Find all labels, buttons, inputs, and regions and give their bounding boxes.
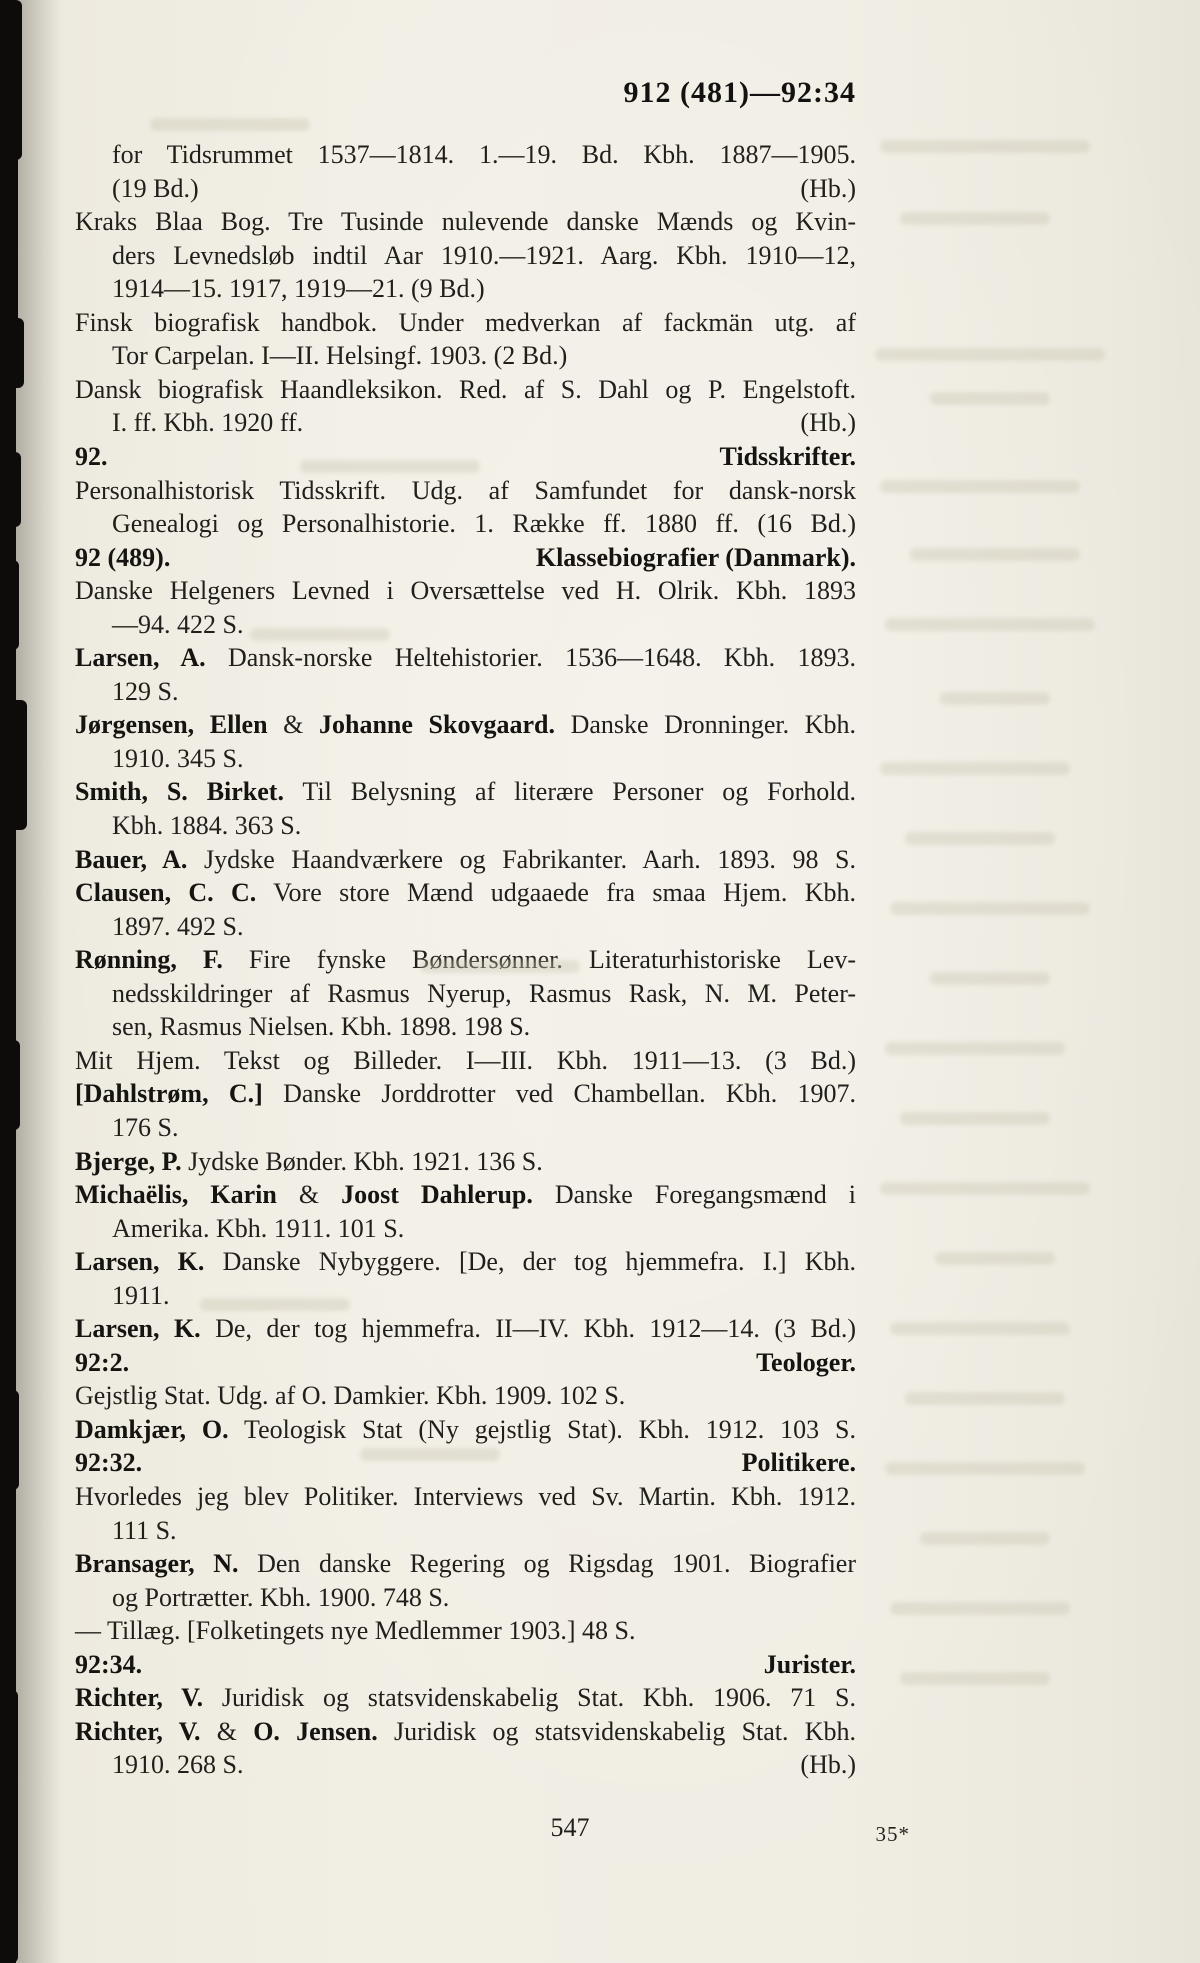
text-line — [75, 1549, 856, 1579]
entry-text: Jørgensen, Ellen & Johanne Skovgaard. Danske Dronninger. Kbh. — [75, 710, 856, 739]
text-line — [112, 744, 856, 774]
entry-text: Bransager, N. Den danske Regering og Rigsdag 1901. Biografier — [75, 1549, 856, 1578]
entry-text: Michaëlis, Karin & Joost Dahlerup. Danske Foregangsmænd i — [75, 1180, 856, 1209]
entry-text: 92. — [75, 442, 108, 471]
binding-note: (Hb.) — [800, 408, 856, 437]
entry-text: —94. 422 S. — [112, 610, 244, 639]
entry-text: Richter, V. & O. Jensen. Juridisk og statsvidenskabelig Stat. Kbh. — [75, 1717, 857, 1746]
bleed-through-artifact — [880, 480, 1080, 493]
entry-text: Damkjær, O. Teologisk Stat (Ny gejstlig Stat). Kbh. 1912. 103 S. — [75, 1415, 856, 1444]
text-line — [75, 878, 856, 908]
bleed-through-artifact — [940, 692, 1050, 705]
text-line — [112, 1214, 856, 1244]
text-line — [75, 543, 856, 573]
entry-text: Clausen, C. C. Vore store Mænd udgaaede fra smaa Hjem. Kbh. — [75, 878, 856, 907]
text-line — [112, 1113, 856, 1143]
text-line — [75, 1180, 856, 1210]
bleed-through-artifact — [910, 548, 1080, 561]
scan-gutter-edge — [0, 560, 19, 650]
bleed-through-artifact — [900, 212, 1050, 225]
scan-gutter-edge — [0, 86, 20, 156]
entry-text: 1910. 268 S. — [112, 1750, 244, 1779]
text-line — [112, 408, 856, 438]
bleed-through-artifact — [885, 618, 1095, 631]
bleed-through-artifact — [300, 460, 480, 473]
bleed-through-artifact — [900, 1672, 1050, 1685]
bleed-through-artifact — [150, 118, 310, 131]
text-line — [75, 1482, 856, 1512]
text-line — [75, 845, 856, 875]
bleed-through-artifact — [920, 1532, 1050, 1545]
entry-text: Amerika. Kbh. 1911. 101 S. — [112, 1214, 405, 1243]
scan-gutter-edge — [0, 452, 21, 527]
bleed-through-artifact — [930, 972, 1050, 985]
entry-text: [Dahlstrøm, C.] Danske Jorddrotter ved Chambellan. Kbh. 1907. — [75, 1079, 856, 1108]
bleed-through-artifact — [420, 960, 580, 973]
bleed-through-artifact — [880, 140, 1090, 153]
text-line — [75, 1415, 856, 1445]
section-label: Politikere. — [741, 1448, 856, 1477]
entry-text: 1910. 345 S. — [112, 744, 244, 773]
bleed-through-artifact — [885, 1042, 1065, 1055]
bleed-through-artifact — [885, 1462, 1085, 1475]
bleed-through-artifact — [930, 392, 1050, 405]
entry-text: Larsen, K. Danske Nybyggere. [De, der tog hjemmefra. I.] Kbh. — [75, 1247, 856, 1276]
scan-gutter-shadow — [16, 0, 62, 1963]
entry-text: (19 Bd.) — [112, 174, 199, 203]
binding-note: (Hb.) — [800, 1750, 856, 1779]
entry-text: Larsen, K. De, der tog hjemmefra. II—IV. Kbh. 1912—14. (3 Bd.) — [75, 1314, 856, 1343]
text-line — [112, 1750, 856, 1780]
bleed-through-artifact — [360, 1448, 500, 1461]
entry-text: I. ff. Kbh. 1920 ff. — [112, 408, 304, 437]
entry-text: Danske Helgeners Levned i Oversættelse ved H. Olrik. Kbh. 1893 — [75, 576, 856, 605]
entry-text: Bjerge, P. Jydske Bønder. Kbh. 1921. 136 S. — [75, 1147, 543, 1176]
text-line — [75, 1247, 856, 1277]
text-line — [75, 1683, 856, 1713]
entry-text: sen, Rasmus Nielsen. Kbh. 1898. 198 S. — [112, 1012, 531, 1041]
text-line — [112, 677, 856, 707]
text-line — [112, 610, 856, 640]
text-line — [75, 1046, 856, 1076]
bleed-through-artifact — [880, 1182, 1090, 1195]
scan-gutter-edge — [0, 1390, 19, 1490]
text-line — [112, 274, 856, 304]
entry-text: Larsen, A. Dansk-norske Heltehistorier. 1536—1648. Kbh. 1893. — [75, 643, 856, 672]
binding-note: (Hb.) — [800, 174, 856, 203]
text-line — [75, 1717, 856, 1747]
entry-text: 92 (489). — [75, 543, 171, 572]
text-line — [75, 1616, 856, 1646]
entry-text: Genealogi og Personalhistorie. 1. Række ff. 1880 ff. (16 Bd.) — [112, 509, 856, 538]
bleed-through-artifact — [935, 1252, 1055, 1265]
entry-text: Rønning, F. Fire fynske Bøndersønner. Literaturhistoriske Lev- — [75, 945, 856, 974]
entry-text: Gejstlig Stat. Udg. af O. Damkier. Kbh. 1909. 102 S. — [75, 1381, 626, 1410]
bleed-through-artifact — [890, 1322, 1070, 1335]
bleed-through-artifact — [875, 348, 1105, 361]
entry-text: og Portrætter. Kbh. 1900. 748 S. — [112, 1583, 450, 1612]
text-line — [112, 140, 856, 170]
text-line — [112, 341, 856, 371]
section-label: Teologer. — [756, 1348, 856, 1377]
text-line — [112, 811, 856, 841]
signature-mark: 35* — [875, 1822, 910, 1846]
entry-text: Hvorledes jeg blev Politiker. Interviews ved Sv. Martin. Kbh. 1912. — [75, 1482, 856, 1511]
entry-text: 176 S. — [112, 1113, 179, 1142]
text-line — [75, 1079, 856, 1109]
section-label: Jurister. — [763, 1650, 856, 1679]
page-number: 547 — [550, 1813, 590, 1842]
text-line — [112, 979, 856, 1009]
section-label: Klassebiografier (Danmark). — [535, 543, 856, 572]
entry-text: 1911. — [112, 1281, 170, 1310]
text-line — [75, 207, 856, 237]
text-line — [75, 576, 856, 606]
text-line — [75, 1314, 856, 1344]
scan-gutter-edge — [0, 1040, 20, 1130]
text-line — [112, 1583, 856, 1613]
entry-text: 1914—15. 1917, 1919—21. (9 Bd.) — [112, 274, 485, 303]
entry-text: Bauer, A. Jydske Haandværkere og Fabrikanter. Aarh. 1893. 98 S. — [75, 845, 856, 874]
entry-text: Personalhistorisk Tidsskrift. Udg. af Samfundet for dansk-norsk — [75, 476, 856, 505]
text-line — [112, 241, 856, 271]
entry-text: Kraks Blaa Bog. Tre Tusinde nulevende danske Mænds og Kvin- — [75, 207, 856, 236]
scan-gutter-edge — [0, 700, 27, 830]
entry-text: ders Levnedsløb indtil Aar 1910.—1921. Aarg. Kbh. 1910—12, — [112, 241, 856, 270]
entry-text: 92:32. — [75, 1448, 143, 1477]
text-line — [75, 308, 856, 338]
bleed-through-artifact — [900, 1112, 1050, 1125]
entry-text: Finsk biografisk handbok. Under medverkan af fackmän utg. af — [75, 308, 856, 337]
text-line — [75, 1348, 856, 1378]
text-line — [75, 1381, 856, 1411]
entry-text: 111 S. — [112, 1516, 177, 1545]
entry-text: for Tidsrummet 1537—1814. 1.—19. Bd. Kbh. 1887—1905. — [112, 140, 856, 169]
text-line — [112, 912, 856, 942]
scan-gutter-edge — [0, 1690, 18, 1963]
entry-text: Dansk biografisk Haandleksikon. Red. af S. Dahl og P. Engelstoft. — [75, 375, 856, 404]
text-line — [75, 777, 856, 807]
text-line — [75, 1147, 856, 1177]
text-line — [112, 1012, 856, 1042]
bleed-through-artifact — [890, 902, 1090, 915]
entry-text: Mit Hjem. Tekst og Billeder. I—III. Kbh. 1911—13. (3 Bd.) — [75, 1046, 856, 1075]
entry-text: nedsskildringer af Rasmus Nyerup, Rasmus Rask, N. M. Peter- — [112, 979, 856, 1008]
entry-text: 92:2. — [75, 1348, 130, 1377]
text-line — [75, 710, 856, 740]
bleed-through-artifact — [905, 1392, 1065, 1405]
section-label: Tidsskrifter. — [719, 442, 856, 471]
bleed-through-artifact — [250, 628, 390, 641]
text-line — [112, 174, 856, 204]
bleed-through-artifact — [200, 1298, 350, 1311]
bleed-through-artifact — [890, 1602, 1070, 1615]
scan-gutter-edge — [0, 150, 18, 330]
text-line — [75, 375, 856, 405]
page-header-classification: 912 (481)—92:34 — [623, 76, 856, 109]
text-line — [75, 476, 856, 506]
text-line — [75, 1650, 856, 1680]
text-line — [112, 509, 856, 539]
entry-text: Smith, S. Birket. Til Belysning af literære Personer og Forhold. — [75, 777, 856, 806]
entry-text: Kbh. 1884. 363 S. — [112, 811, 302, 840]
entry-text: 129 S. — [112, 677, 179, 706]
text-line — [75, 643, 856, 673]
text-line — [112, 1516, 856, 1546]
entry-text: Tor Carpelan. I—II. Helsingf. 1903. (2 Bd.) — [112, 341, 568, 370]
bleed-through-artifact — [880, 762, 1070, 775]
entry-text: Richter, V. Juridisk og statsvidenskabelig Stat. Kbh. 1906. 71 S. — [75, 1683, 856, 1712]
entry-text: — Tillæg. [Folketingets nye Medlemmer 1903.] 48 S. — [75, 1616, 636, 1645]
bleed-through-artifact — [905, 832, 1055, 845]
entry-text: 92:34. — [75, 1650, 143, 1679]
entry-text: 1897. 492 S. — [112, 912, 244, 941]
